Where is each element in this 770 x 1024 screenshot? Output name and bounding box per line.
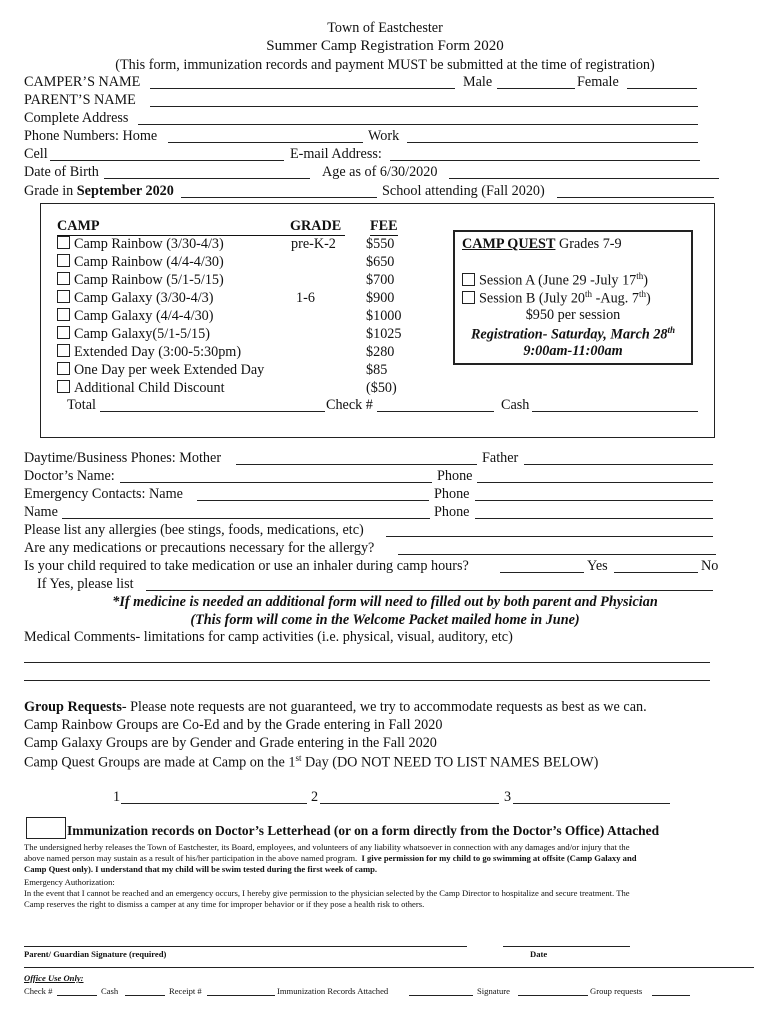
camp-option[interactable] bbox=[57, 326, 210, 343]
doctor-phone-label: Phone bbox=[437, 468, 473, 484]
group-request-2-field[interactable] bbox=[320, 789, 499, 804]
camp-fee: $650 bbox=[366, 254, 395, 270]
work-phone-field[interactable] bbox=[407, 128, 698, 143]
check-field[interactable] bbox=[377, 397, 494, 412]
camp-option-checkbox[interactable] bbox=[57, 254, 70, 267]
camp-quest-title: CAMP QUEST Grades 7-9 bbox=[462, 236, 622, 252]
office-signature-field[interactable] bbox=[518, 986, 588, 996]
camp-column-header: CAMP bbox=[57, 218, 345, 236]
contact2-phone-label: Phone bbox=[434, 504, 470, 520]
mother-phone-label: Daytime/Business Phones: Mother bbox=[24, 450, 222, 466]
camp-option-checkbox[interactable] bbox=[57, 380, 70, 393]
group-requests-intro: Group Requests- Please note requests are not guaranteed, we try to accommodate requests as best as we can. bbox=[24, 699, 647, 715]
emergency-phone-label: Phone bbox=[434, 486, 470, 502]
school-field[interactable] bbox=[557, 183, 714, 198]
camp-fee: $700 bbox=[366, 272, 395, 288]
medical-comments-line-2[interactable] bbox=[24, 666, 710, 681]
medication-yes-field[interactable] bbox=[500, 558, 584, 573]
email-field[interactable] bbox=[390, 146, 700, 161]
address-field[interactable] bbox=[138, 110, 698, 125]
camp-fee: $280 bbox=[366, 344, 395, 360]
camp-option-label: Camp Rainbow (3/30-4/3) bbox=[74, 236, 224, 252]
office-cash-label: Cash bbox=[101, 986, 119, 996]
total-label: Total bbox=[67, 397, 96, 413]
medication-no-field[interactable] bbox=[614, 558, 698, 573]
immunization-checkbox[interactable] bbox=[26, 817, 66, 839]
session-b-checkbox[interactable] bbox=[462, 291, 475, 304]
camp-option-label: Camp Galaxy (4/4-4/30) bbox=[74, 308, 214, 324]
session-a-checkbox[interactable] bbox=[462, 273, 475, 286]
camp-option[interactable] bbox=[57, 362, 264, 379]
camp-option-label: Camp Rainbow (5/1-5/15) bbox=[74, 272, 224, 288]
camp-grade: 1-6 bbox=[296, 290, 315, 306]
parent-signature-field[interactable] bbox=[24, 932, 467, 947]
release-text-3: Camp Quest only). I understand that my child will be swim tested during the first week of camp. bbox=[24, 864, 378, 874]
camp-fee: $550 bbox=[366, 236, 395, 252]
release-text-2: above named person may sustain as a result of his/her participation in the above named program. I give permission for my child to go swimming at offsite (Camp Galaxy and bbox=[24, 853, 637, 863]
age-label: Age as of 6/30/2020 bbox=[322, 164, 438, 180]
immunization-label: Immunization records on Doctor’s Letterhead (or on a form directly from the Doctor’s Office) Attached bbox=[67, 823, 660, 838]
release-text-1: The undersigned herby releases the Town of Eastchester, its Board, employees, and volunteers of any liability whatsoever in connection with any damages and/or injury that the bbox=[24, 842, 630, 852]
camp-option-checkbox[interactable] bbox=[57, 272, 70, 285]
cell-label: Cell bbox=[24, 146, 48, 162]
session-b-option[interactable]: Session B (July 20th -Aug. 7th) bbox=[462, 289, 651, 308]
quest-time: 9:00am-11:00am bbox=[523, 343, 623, 359]
camp-option-label: Camp Rainbow (4/4-4/30) bbox=[74, 254, 224, 270]
doctor-phone-field[interactable] bbox=[477, 468, 713, 483]
medical-comments-line-1[interactable] bbox=[24, 648, 710, 663]
contact2-name-field[interactable] bbox=[62, 504, 430, 519]
father-phone-label: Father bbox=[482, 450, 519, 466]
doctor-name-label: Doctor’s Name: bbox=[24, 468, 115, 484]
cash-label: Cash bbox=[501, 397, 530, 413]
camp-option-label: Camp Galaxy(5/1-5/15) bbox=[74, 326, 210, 342]
camp-option-label: Additional Child Discount bbox=[74, 380, 225, 396]
dob-label: Date of Birth bbox=[24, 164, 99, 180]
emergency-name-field[interactable] bbox=[197, 486, 429, 501]
contact2-phone-field[interactable] bbox=[475, 504, 713, 519]
camp-grade: pre-K-2 bbox=[291, 236, 336, 252]
office-signature-label: Signature bbox=[477, 986, 510, 996]
camper-name-label: CAMPER’S NAME bbox=[24, 74, 141, 90]
parent-signature-label: Parent/ Guardian Signature (required) bbox=[24, 949, 167, 959]
rainbow-groups-text: Camp Rainbow Groups are Co-Ed and by the Grade entering in Fall 2020 bbox=[24, 717, 443, 733]
age-field[interactable] bbox=[449, 164, 719, 179]
camp-fee: ($50) bbox=[366, 380, 397, 396]
work-phone-label: Work bbox=[368, 128, 400, 144]
quest-groups-text: Camp Quest Groups are made at Camp on the 1st Day (DO NOT NEED TO LIST NAMES BELOW) bbox=[24, 753, 599, 771]
precautions-label: Are any medications or precautions necessary for the allergy? bbox=[24, 540, 375, 556]
parent-name-label: PARENT’S NAME bbox=[24, 92, 136, 108]
camp-option-checkbox[interactable] bbox=[57, 236, 70, 249]
office-receipt-field[interactable] bbox=[207, 986, 275, 996]
camp-fee: $1000 bbox=[366, 308, 402, 324]
camp-option[interactable] bbox=[57, 254, 224, 271]
group-request-3-field[interactable] bbox=[513, 789, 670, 804]
office-check-field[interactable] bbox=[57, 986, 97, 996]
quest-price: $950 per session bbox=[525, 307, 621, 323]
form-title: Summer Camp Registration Form 2020 bbox=[266, 38, 504, 54]
group-request-3-label: 3 bbox=[504, 789, 512, 805]
camp-option[interactable] bbox=[57, 236, 224, 253]
address-label: Complete Address bbox=[24, 110, 129, 126]
medicine-note: *If medicine is needed an additional form will need to filled out by both parent and Physician bbox=[112, 594, 658, 610]
galaxy-groups-text: Camp Galaxy Groups are by Gender and Grade entering in the Fall 2020 bbox=[24, 735, 437, 751]
group-request-1-label: 1 bbox=[113, 789, 121, 805]
grade-field[interactable] bbox=[181, 183, 377, 198]
cash-field[interactable] bbox=[532, 397, 698, 412]
group-request-1-field[interactable] bbox=[121, 789, 307, 804]
camp-option-checkbox[interactable] bbox=[57, 290, 70, 303]
office-cash-field[interactable] bbox=[125, 986, 165, 996]
grade-label: Grade in September 2020 bbox=[24, 183, 174, 199]
camp-option[interactable] bbox=[57, 380, 225, 397]
medication-label: Is your child required to take medication or use an inhaler during camp hours? bbox=[24, 558, 469, 574]
camp-option-checkbox[interactable] bbox=[57, 308, 70, 321]
fee-column-header: FEE bbox=[370, 218, 398, 234]
contact2-name-label: Name bbox=[24, 504, 58, 520]
office-group-requests-label: Group requests bbox=[590, 986, 643, 996]
emergency-name-label: Emergency Contacts: Name bbox=[24, 486, 183, 502]
emergency-text-2: Camp reserves the right to dismiss a camper at any time for improper behavior or if they pose a health risk to others. bbox=[24, 899, 425, 909]
medical-comments-label: Medical Comments- limitations for camp activities (i.e. physical, visual, auditory, etc) bbox=[24, 629, 513, 645]
office-immunization-field[interactable] bbox=[409, 986, 473, 996]
male-field[interactable] bbox=[497, 74, 575, 89]
female-label: Female bbox=[577, 74, 619, 90]
camp-fee: $900 bbox=[366, 290, 395, 306]
allergies-field[interactable] bbox=[386, 522, 713, 537]
doctor-name-field[interactable] bbox=[120, 468, 432, 483]
precautions-field[interactable] bbox=[398, 540, 716, 555]
grade-column-header: GRADE bbox=[290, 218, 342, 234]
emergency-phone-field[interactable] bbox=[475, 486, 713, 501]
camp-option-checkbox[interactable] bbox=[57, 362, 70, 375]
mother-phone-field[interactable] bbox=[236, 450, 477, 465]
camp-fee: $1025 bbox=[366, 326, 402, 342]
camp-fee: $85 bbox=[366, 362, 388, 378]
if-yes-field[interactable] bbox=[146, 576, 713, 591]
check-label: Check # bbox=[326, 397, 373, 413]
camper-name-field[interactable] bbox=[150, 74, 455, 89]
camp-option[interactable] bbox=[57, 344, 241, 361]
total-field[interactable] bbox=[100, 397, 325, 412]
session-a-option[interactable]: Session A (June 29 -July 17th) bbox=[462, 271, 648, 290]
yes-label: Yes bbox=[587, 558, 608, 574]
camp-option-checkbox[interactable] bbox=[57, 344, 70, 357]
emergency-text-1: In the event that I cannot be reached and an emergency occurs, I hereby give permission to the physician selected by the Camp Director to hospitalize and secure treatment. The bbox=[24, 888, 630, 898]
male-label: Male bbox=[463, 74, 493, 90]
father-phone-field[interactable] bbox=[524, 450, 713, 465]
email-label: E-mail Address: bbox=[290, 146, 382, 162]
quest-registration: Registration- Saturday, March 28th bbox=[470, 325, 676, 343]
office-group-requests-field[interactable] bbox=[652, 986, 690, 996]
allergies-label: Please list any allergies (bee stings, foods, medications, etc) bbox=[24, 522, 364, 538]
signature-date-label: Date bbox=[530, 949, 548, 959]
signature-date-field[interactable] bbox=[503, 932, 630, 947]
camp-option-label: Camp Galaxy (3/30-4/3) bbox=[74, 290, 214, 306]
camp-option[interactable] bbox=[57, 290, 213, 307]
emergency-authorization-heading: Emergency Authorization: bbox=[24, 877, 115, 887]
dob-field[interactable] bbox=[104, 164, 310, 179]
home-phone-label: Phone Numbers: Home bbox=[24, 128, 158, 144]
camp-option-label: Extended Day (3:00-5:30pm) bbox=[74, 344, 242, 360]
office-use-title: Office Use Only: bbox=[24, 973, 84, 983]
camp-option-checkbox[interactable] bbox=[57, 326, 70, 339]
cell-field[interactable] bbox=[50, 146, 284, 161]
camp-option[interactable] bbox=[57, 308, 213, 325]
office-receipt-label: Receipt # bbox=[169, 986, 202, 996]
parent-name-field[interactable] bbox=[150, 92, 698, 107]
office-divider bbox=[24, 967, 754, 968]
camp-option[interactable] bbox=[57, 272, 224, 289]
if-yes-label: If Yes, please list bbox=[37, 576, 134, 592]
no-label: No bbox=[701, 558, 719, 574]
group-request-2-label: 2 bbox=[311, 789, 319, 805]
school-label: School attending (Fall 2020) bbox=[382, 183, 545, 199]
office-immunization-label: Immunization Records Attached bbox=[277, 986, 389, 996]
form-subtitle: (This form, immunization records and payment MUST be submitted at the time of registration) bbox=[115, 57, 655, 73]
camp-option-label: One Day per week Extended Day bbox=[74, 362, 265, 378]
female-field[interactable] bbox=[627, 74, 697, 89]
office-check-label: Check # bbox=[24, 986, 53, 996]
home-phone-field[interactable] bbox=[168, 128, 363, 143]
welcome-packet-note: (This form will come in the Welcome Packet mailed home in June) bbox=[190, 612, 580, 628]
town-name: Town of Eastchester bbox=[327, 20, 443, 36]
